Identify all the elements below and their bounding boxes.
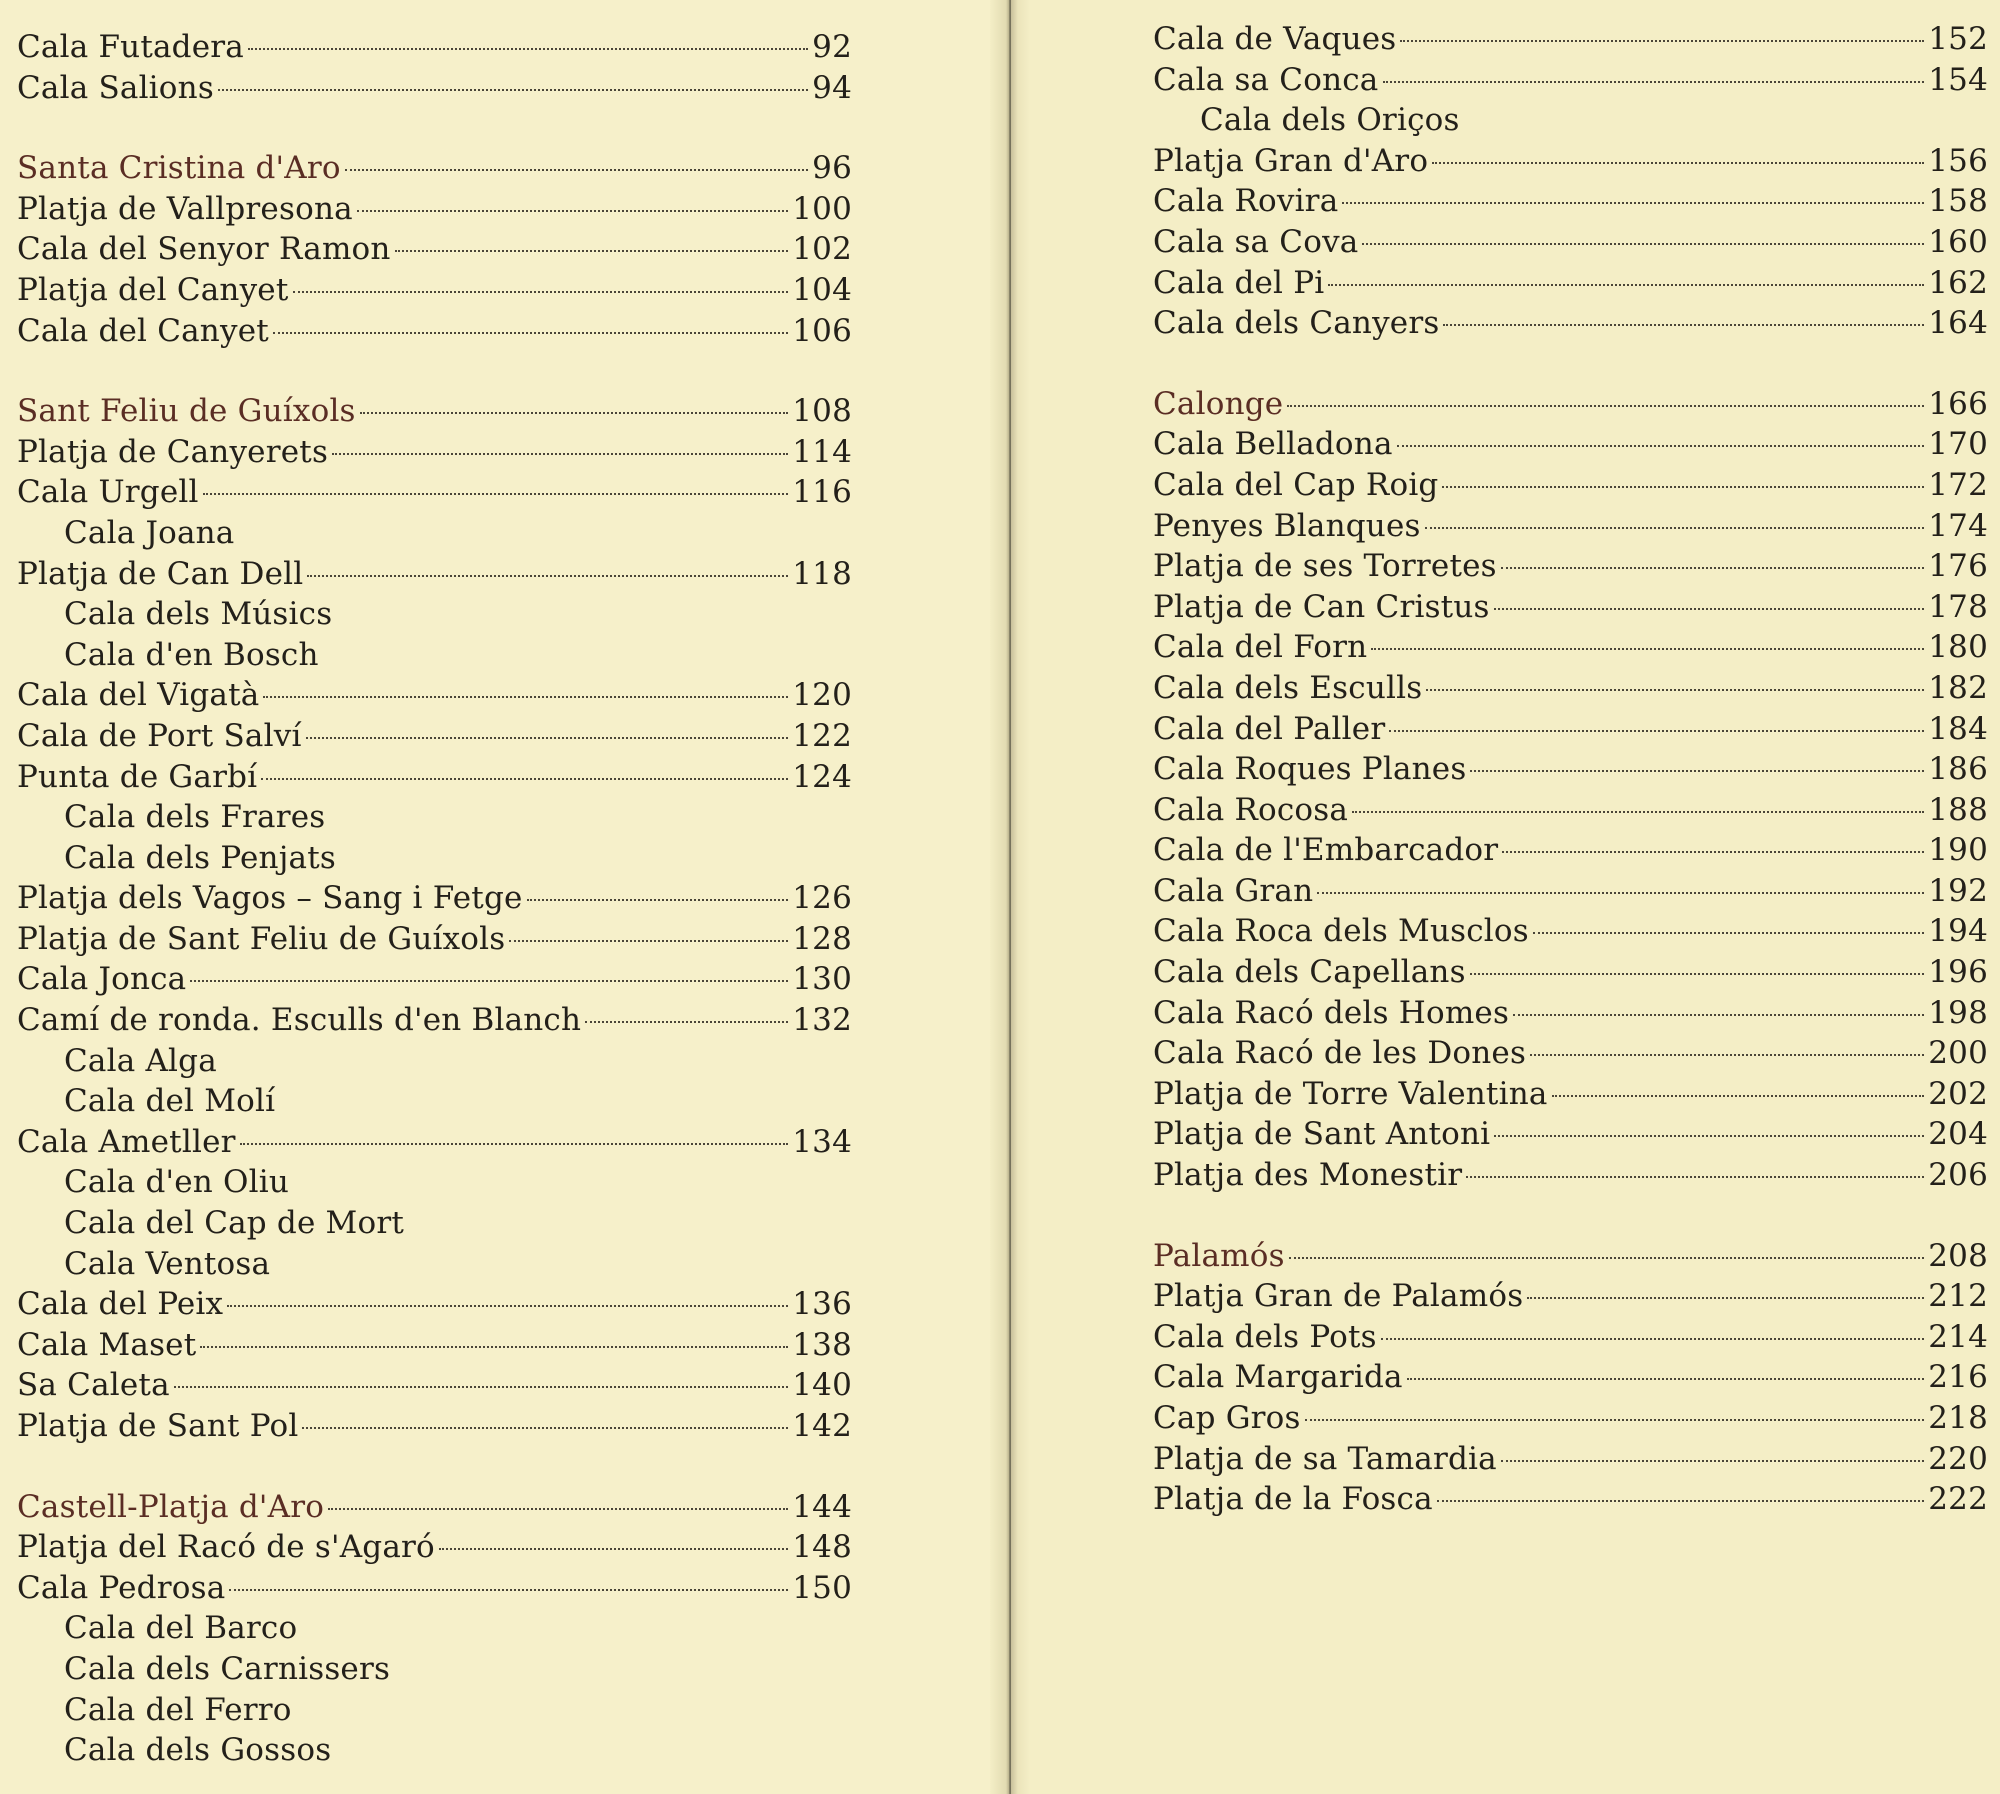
toc-entry (1153, 424, 1988, 465)
toc-entry (1153, 60, 1988, 101)
toc-entry-title: Cala dels Oriços (1200, 102, 1460, 139)
toc-page-number: 204 (1928, 1116, 1988, 1153)
toc-page-number: 216 (1928, 1359, 1988, 1396)
toc-entry (17, 432, 852, 473)
dot-leader (1397, 444, 1925, 447)
toc-entry (17, 1568, 852, 1609)
toc-entry-title: Platja Gran de Palamós (1153, 1278, 1524, 1315)
toc-page-number: 96 (812, 150, 852, 187)
toc-page-number: 176 (1928, 548, 1988, 585)
toc-page-number: 92 (812, 29, 852, 65)
toc-subentry (17, 513, 852, 554)
toc-entry-title: Cala Joana (64, 514, 235, 551)
toc-entry (1153, 627, 1988, 668)
right-page (1005, 0, 2000, 1794)
toc-page-number: 122 (792, 717, 852, 754)
dot-leader (1527, 1296, 1924, 1299)
toc-entry (1153, 465, 1988, 506)
toc-entry-title: Cala del Senyor Ramon (17, 231, 391, 268)
dot-leader (1442, 485, 1924, 488)
toc-page-number: 196 (1928, 954, 1988, 991)
toc-entry (17, 68, 852, 109)
toc-page-number: 150 (792, 1569, 852, 1606)
dot-leader (229, 1588, 788, 1591)
toc-entry-title: Cala dels Esculls (1153, 669, 1423, 706)
toc-entry-title: Camí de ronda. Esculls d'en Blanch (17, 1002, 582, 1039)
dot-leader (1289, 1256, 1925, 1259)
dot-leader (1552, 1094, 1925, 1097)
toc-entry (17, 1365, 852, 1406)
dot-leader (1389, 729, 1924, 732)
toc-entry (17, 919, 852, 960)
toc-page-number: 134 (792, 1123, 852, 1160)
toc-entry (17, 472, 852, 513)
toc-page-number: 164 (1928, 305, 1988, 342)
toc-entry (1153, 1276, 1988, 1317)
dot-leader (1530, 1053, 1924, 1056)
toc-entry (1153, 1479, 1988, 1520)
toc-entry-title: Cala de l'Embarcador (1153, 832, 1499, 869)
dot-leader (1400, 39, 1924, 42)
dot-leader (203, 492, 789, 495)
dot-leader (439, 1547, 788, 1550)
toc-entry-title: Cala del Barco (64, 1610, 298, 1647)
dot-leader (1501, 566, 1924, 569)
toc-entry-title: Penyes Blanques (1153, 507, 1421, 544)
toc-entry (1153, 1398, 1988, 1439)
toc-page-number: 144 (792, 1488, 852, 1525)
dot-leader (273, 331, 788, 334)
dot-leader (1305, 1418, 1925, 1421)
toc-entry-title: Cala del Ferro (64, 1691, 292, 1728)
toc-entry-title: Platja de Sant Pol (17, 1408, 299, 1444)
dot-leader (1443, 323, 1924, 326)
toc-entry-title: Cala d'en Oliu (64, 1164, 289, 1201)
dot-leader (1432, 161, 1924, 164)
toc-entry (17, 1527, 852, 1568)
toc-page-number: 206 (1928, 1157, 1988, 1194)
toc-section-heading (17, 391, 852, 432)
toc-entry-title: Punta de Garbí (17, 758, 258, 795)
toc-page-number: 102 (792, 231, 852, 268)
dot-leader (509, 939, 788, 942)
toc-page-number: 114 (792, 433, 852, 470)
toc-page-number: 194 (1928, 913, 1988, 950)
toc-entry (1153, 830, 1988, 871)
section-gap (17, 351, 852, 391)
toc-entry (1153, 1114, 1988, 1155)
dot-leader (227, 1304, 788, 1307)
toc-entry-title: Cala del Cap de Mort (64, 1205, 405, 1242)
toc-subentry (17, 1244, 852, 1285)
dot-leader (263, 695, 788, 698)
dot-leader (1287, 404, 1924, 407)
toc-page-number: 172 (1928, 466, 1988, 503)
toc-entry-title: Cala Belladona (1153, 426, 1393, 463)
dot-leader (360, 411, 789, 414)
toc-entry-title: Cala del Molí (64, 1083, 276, 1120)
toc-page-number: 186 (1928, 751, 1988, 788)
toc-entry-title: Cala dels Carnissers (64, 1650, 391, 1687)
dot-leader (1533, 931, 1924, 934)
toc-entry (1153, 749, 1988, 790)
toc-page-number: 100 (792, 190, 852, 227)
dot-leader (1317, 891, 1924, 894)
toc-subentry (17, 797, 852, 838)
toc-subentry (17, 594, 852, 635)
toc-page-number: 138 (792, 1326, 852, 1363)
toc-entry (1153, 709, 1988, 750)
toc-entry-title: Cala dels Capellans (1153, 954, 1466, 991)
toc-page-number: 140 (792, 1367, 852, 1404)
toc-page-number: 184 (1928, 710, 1988, 747)
toc-entry-title: Cala Margarida (1153, 1359, 1403, 1396)
toc-entry (1153, 1074, 1988, 1115)
toc-subentry (17, 1649, 852, 1690)
toc-entry-title: Cala dels Gossos (64, 1732, 332, 1769)
toc-entry-title: Cala Ventosa (64, 1245, 271, 1282)
toc-entry (1153, 1155, 1988, 1196)
toc-page-number: 108 (792, 393, 852, 430)
dot-leader (1407, 1377, 1925, 1380)
toc-page-number: 166 (1928, 385, 1988, 422)
dot-leader (307, 574, 788, 577)
toc-entry (1153, 1317, 1988, 1358)
toc-page-number: 106 (792, 312, 852, 349)
toc-section-heading (1153, 384, 1988, 425)
toc-entry-title: Cala Rocosa (1153, 791, 1349, 828)
toc-entry-title: Cala del Paller (1153, 710, 1386, 747)
dot-leader (248, 47, 808, 50)
toc-entry-title: Platja dels Vagos – Sang i Fetge (17, 880, 523, 917)
dot-leader (1362, 242, 1924, 245)
toc-page-number: 152 (1928, 21, 1988, 57)
dot-leader (1470, 972, 1925, 975)
toc-entry-title: Cala Urgell (17, 474, 199, 511)
toc-page-number: 116 (792, 474, 852, 511)
toc-subentry (17, 1081, 852, 1122)
toc-page-number: 180 (1928, 629, 1988, 666)
toc-page-number: 214 (1928, 1318, 1988, 1355)
toc-entry-title: Cala Racó de les Dones (1153, 1035, 1527, 1072)
toc-entry (17, 554, 852, 595)
toc-entry-title: Cala Racó dels Homes (1153, 994, 1510, 1031)
toc-entry-title: Cala Futadera (17, 29, 244, 65)
dot-leader (1470, 769, 1924, 772)
toc-entry (1153, 303, 1988, 344)
section-gap (17, 108, 852, 148)
toc-page-number: 220 (1928, 1440, 1988, 1477)
dot-leader (306, 736, 789, 739)
toc-entry-title: Cala Maset (17, 1326, 197, 1363)
toc-entry (1153, 181, 1988, 222)
toc-entry-title: Calonge (1153, 385, 1284, 422)
toc-entry-title: Sant Feliu de Guíxols (17, 393, 356, 430)
toc-entry (1153, 587, 1988, 628)
toc-page-number: 170 (1928, 426, 1988, 463)
dot-leader (302, 1426, 788, 1429)
section-gap (1153, 344, 1988, 384)
toc-page-number: 208 (1928, 1237, 1988, 1274)
toc-page-number: 124 (792, 758, 852, 795)
toc-entry-title: Palamós (1153, 1237, 1285, 1274)
toc-entry-title: Platja des Monestir (1153, 1157, 1463, 1194)
toc-entry (17, 757, 852, 798)
toc-entry-title: Platja de Canyerets (17, 433, 329, 470)
toc-page-number: 222 (1928, 1481, 1988, 1518)
toc-entry-title: Platja de la Fosca (1153, 1481, 1433, 1518)
dot-leader (200, 1345, 788, 1348)
toc-page-number: 174 (1928, 507, 1988, 544)
toc-subentry (17, 1730, 852, 1771)
dot-leader (1501, 1459, 1924, 1462)
toc-page-number: 142 (792, 1408, 852, 1444)
toc-entry-title: Santa Cristina d'Aro (17, 150, 341, 187)
toc-entry (1153, 19, 1988, 60)
toc-entry (1153, 506, 1988, 547)
dot-leader (1494, 607, 1925, 610)
dot-leader (345, 168, 808, 171)
toc-entry-title: Cala sa Conca (1153, 61, 1379, 98)
toc-entry (1153, 993, 1988, 1034)
toc-entry-title: Platja de ses Torretes (1153, 548, 1497, 585)
toc-entry-title: Cala del Peix (17, 1286, 224, 1323)
dot-leader (174, 1385, 788, 1388)
toc-page-number: 136 (792, 1286, 852, 1323)
toc-entry (1153, 871, 1988, 912)
toc-entry-title: Platja Gran d'Aro (1153, 142, 1429, 179)
toc-entry-title: Cala del Cap Roig (1153, 466, 1439, 503)
toc-entry-title: Platja de Vallpresona (17, 190, 353, 227)
toc-entry (1153, 1439, 1988, 1480)
toc-entry (17, 1000, 852, 1041)
toc-entry (1153, 911, 1988, 952)
toc-page-number: 120 (792, 677, 852, 714)
toc-page-number: 182 (1928, 669, 1988, 706)
dot-leader (1328, 283, 1924, 286)
toc-entry (17, 270, 852, 311)
toc-entry (17, 27, 852, 68)
toc-entry-title: Cala Gran (1153, 872, 1314, 909)
toc-entry (17, 189, 852, 230)
toc-page-number: 156 (1928, 142, 1988, 179)
toc-entry-title: Cala Ametller (17, 1123, 236, 1160)
toc-subentry (17, 1203, 852, 1244)
toc-page-number: 104 (792, 271, 852, 308)
toc-entry-title: Cala dels Canyers (1153, 305, 1440, 342)
dot-leader (1381, 1337, 1924, 1340)
dot-leader (395, 249, 789, 252)
toc-subentry (17, 838, 852, 879)
toc-entry-title: Platja de Can Dell (17, 555, 304, 592)
toc-page-number: 192 (1928, 872, 1988, 909)
toc-entry (17, 229, 852, 270)
toc-section-heading (17, 1487, 852, 1528)
toc-entry-title: Platja de Torre Valentina (1153, 1075, 1548, 1112)
toc-page-number: 212 (1928, 1278, 1988, 1315)
dot-leader (1425, 526, 1925, 529)
toc-entry (1153, 1357, 1988, 1398)
toc-page-number: 132 (792, 1002, 852, 1039)
dot-leader (240, 1142, 789, 1145)
toc-subentry (17, 635, 852, 676)
toc-entry-title: Cala del Canyet (17, 312, 269, 349)
toc-entry-title: Castell-Platja d'Aro (17, 1488, 325, 1525)
right-table-of-contents (1153, 19, 1988, 1520)
toc-page-number: 126 (792, 880, 852, 917)
toc-subentry (17, 1041, 852, 1082)
toc-entry-title: Cala dels Frares (64, 799, 326, 836)
toc-entry (1153, 790, 1988, 831)
toc-page-number: 118 (792, 555, 852, 592)
toc-page-number: 162 (1928, 264, 1988, 301)
toc-page-number: 178 (1928, 588, 1988, 625)
dot-leader (332, 452, 788, 455)
toc-page-number: 198 (1928, 994, 1988, 1031)
toc-page-number: 160 (1928, 223, 1988, 260)
dot-leader (1502, 850, 1924, 853)
toc-subentry (17, 1162, 852, 1203)
toc-entry (1153, 668, 1988, 709)
dot-leader (527, 898, 789, 901)
dot-leader (1426, 688, 1924, 691)
toc-entry-title: Cala Salions (17, 69, 214, 106)
toc-entry-title: Cala de Port Salví (17, 717, 302, 754)
dot-leader (190, 979, 788, 982)
toc-entry (17, 716, 852, 757)
toc-entry (17, 959, 852, 1000)
toc-entry-title: Cala Roca dels Musclos (1153, 913, 1529, 950)
toc-entry-title: Platja del Racó de s'Agaró (17, 1529, 435, 1566)
toc-entry-title: Cala Alga (64, 1042, 217, 1079)
toc-page-number: 128 (792, 920, 852, 957)
toc-entry-title: Cala del Pi (1153, 264, 1325, 301)
toc-subentry (17, 1690, 852, 1731)
dot-leader (328, 1507, 788, 1510)
left-table-of-contents (17, 27, 852, 1771)
toc-entry-title: Cala Jonca (17, 961, 187, 998)
toc-entry-title: Cala de Vaques (1153, 21, 1397, 57)
toc-page-number: 218 (1928, 1400, 1988, 1436)
dot-leader (1371, 647, 1924, 650)
toc-entry (1153, 141, 1988, 182)
toc-entry (17, 1406, 852, 1447)
toc-entry (1153, 263, 1988, 304)
toc-entry-title: Cala Rovira (1153, 183, 1339, 220)
toc-entry-title: Cala del Forn (1153, 629, 1368, 666)
dot-leader (1494, 1134, 1924, 1137)
dot-leader (1383, 80, 1925, 83)
toc-entry-title: Cala d'en Bosch (64, 636, 319, 673)
toc-entry-title: Platja de Can Cristus (1153, 588, 1490, 625)
toc-entry-title: Cala sa Cova (1153, 223, 1359, 260)
toc-page-number: 200 (1928, 1035, 1988, 1072)
toc-entry (17, 311, 852, 352)
toc-entry-title: Cala dels Músics (64, 596, 333, 633)
toc-subentry (1153, 100, 1988, 141)
toc-entry-title: Cala dels Penjats (64, 839, 336, 876)
dot-leader (218, 88, 808, 91)
toc-entry (17, 1284, 852, 1325)
toc-entry-title: Cala del Vigatà (17, 677, 260, 714)
toc-entry (17, 878, 852, 919)
dot-leader (261, 777, 788, 780)
toc-section-heading (1153, 1236, 1988, 1277)
toc-entry-title: Sa Caleta (17, 1367, 170, 1404)
dot-leader (1466, 1175, 1924, 1178)
dot-leader (585, 1020, 788, 1023)
section-gap (17, 1447, 852, 1487)
toc-entry-title: Platja de Sant Feliu de Guíxols (17, 920, 506, 957)
section-gap (1153, 1196, 1988, 1236)
dot-leader (1437, 1499, 1924, 1502)
book-gutter (990, 0, 1030, 1794)
toc-entry (1153, 222, 1988, 263)
toc-entry-title: Cala Roques Planes (1153, 751, 1467, 788)
toc-page-number: 202 (1928, 1075, 1988, 1112)
toc-entry-title: Platja de sa Tamardia (1153, 1440, 1497, 1477)
toc-page-number: 188 (1928, 791, 1988, 828)
dot-leader (357, 209, 788, 212)
toc-page-number: 190 (1928, 832, 1988, 869)
toc-entry (1153, 952, 1988, 993)
toc-entry (17, 1122, 852, 1163)
dot-leader (1352, 810, 1924, 813)
dot-leader (293, 290, 789, 293)
toc-page-number: 148 (792, 1529, 852, 1566)
toc-page-number: 94 (812, 69, 852, 106)
toc-section-heading (17, 148, 852, 189)
toc-entry-title: Platja de Sant Antoni (1153, 1116, 1491, 1153)
toc-page-number: 158 (1928, 183, 1988, 220)
toc-entry (17, 675, 852, 716)
dot-leader (1513, 1013, 1924, 1016)
toc-entry-title: Cala Pedrosa (17, 1569, 226, 1606)
toc-entry (1153, 546, 1988, 587)
toc-page-number: 154 (1928, 61, 1988, 98)
toc-entry-title: Cap Gros (1153, 1400, 1301, 1436)
toc-entry (1153, 1033, 1988, 1074)
toc-entry (17, 1325, 852, 1366)
toc-entry-title: Cala dels Pots (1153, 1318, 1377, 1355)
toc-entry-title: Platja del Canyet (17, 271, 289, 308)
dot-leader (1342, 201, 1924, 204)
toc-page-number: 130 (792, 961, 852, 998)
toc-subentry (17, 1608, 852, 1649)
